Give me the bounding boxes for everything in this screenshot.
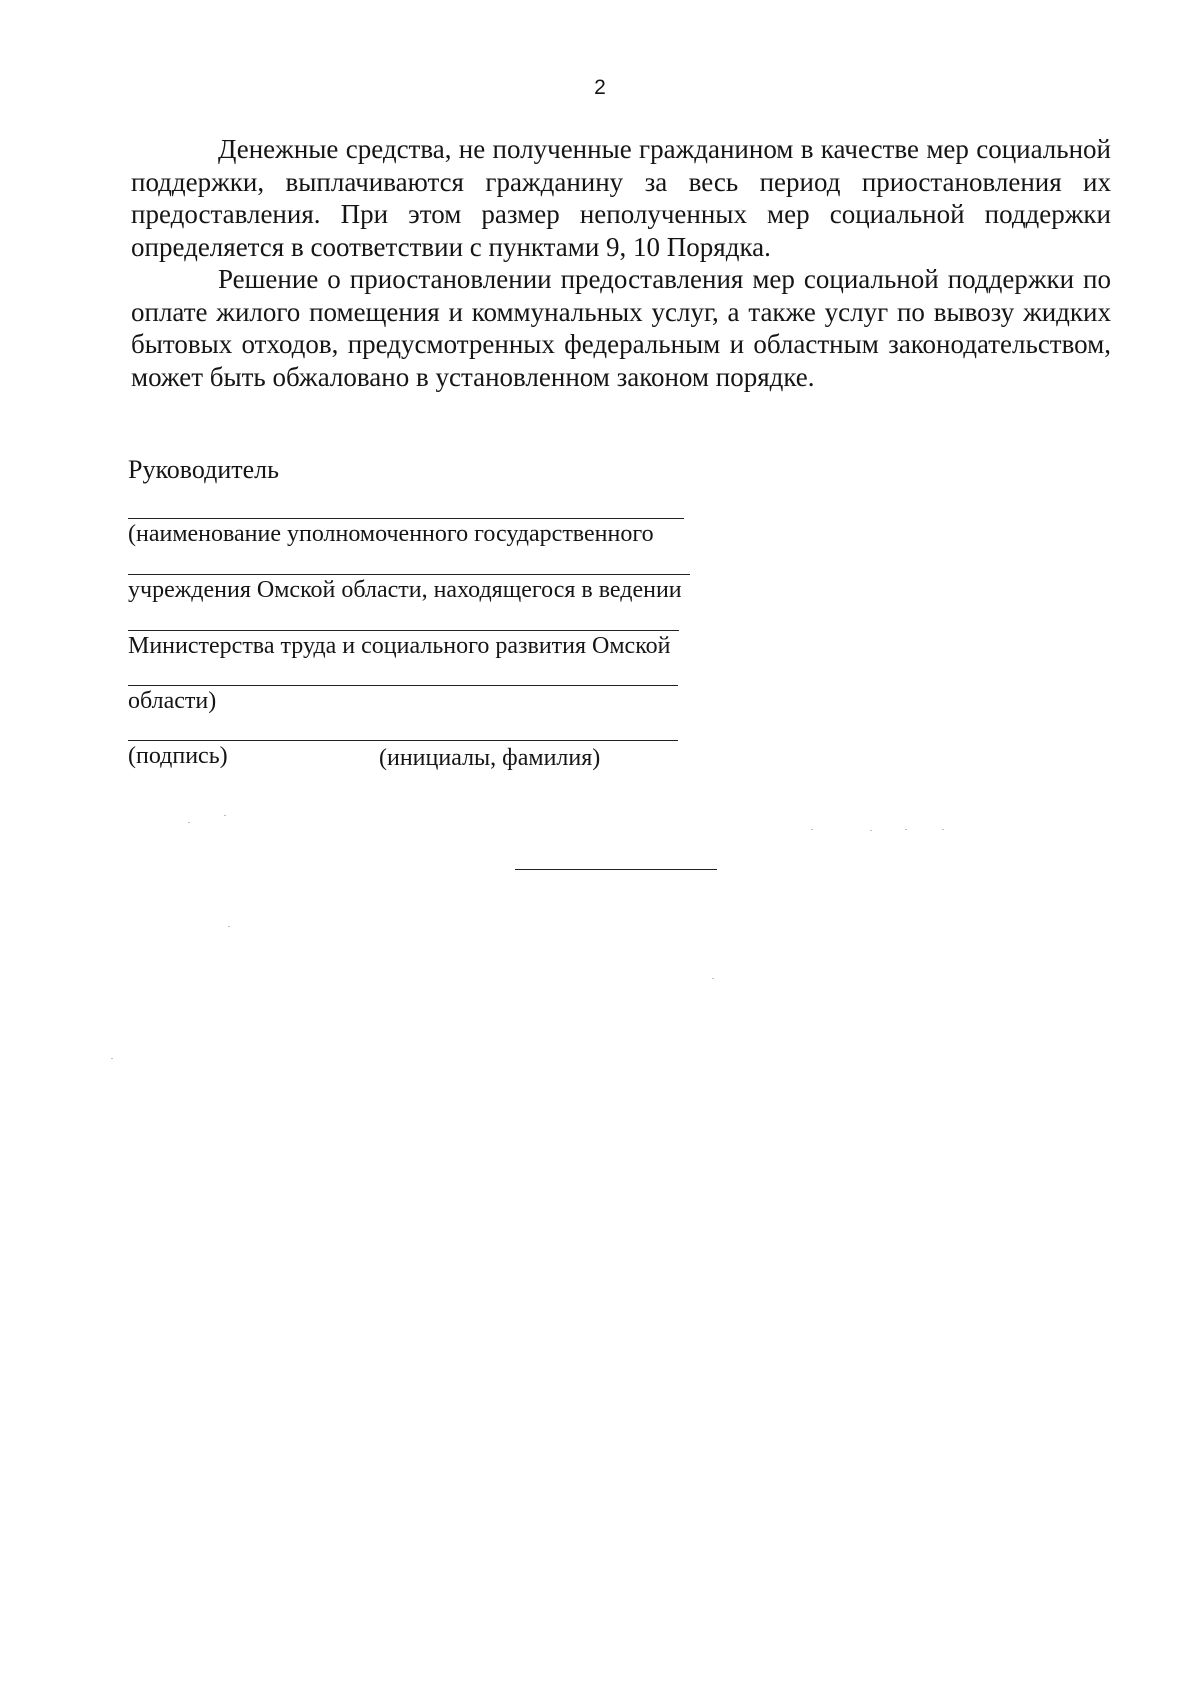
scan-speck [811,829,813,830]
signature-caption: Министерства труда и социального развития Омской [128,633,671,659]
scan-speck [111,1058,113,1059]
paragraph-payment: Денежные средства, не полученные гражданином в качестве мер социальной поддержки, выплачиваются гражданину за весь период приостановления их предоставления. При этом размер неполученных мер социальной поддержки определяется в соответствии с пунктами 9, 10 Порядка. [131,134,1111,262]
signature-caption: (наименование уполномоченного государственного [128,521,654,547]
signature-line [128,574,690,575]
scan-speck [712,978,714,979]
signature-caption: области) [128,688,217,714]
scan-speck [228,926,230,927]
signature-caption: учреждения Омской области, находящегося в ведении [128,577,682,603]
paragraph-appeal: Решение о приостановлении предоставления мер социальной поддержки по оплате жилого помещения и коммунальных услуг, а также услуг по вывозу жидких бытовых отходов, предусмотренных федеральным и областным законодательством, может быть обжаловано в установленном законом порядке. [131,264,1111,392]
end-of-document-rule [515,869,717,870]
signature-line [128,685,678,686]
name-label: (инициалы, фамилия) [379,745,601,771]
scan-speck [224,815,226,816]
scan-speck [942,829,944,830]
scan-speck [870,830,872,831]
page-number: 2 [594,76,606,99]
document-body [131,133,1111,393]
signature-block [128,455,728,771]
signature-label: (подпись) [128,743,228,769]
signature-line [128,740,678,741]
signature-title: Руководитель [128,455,279,484]
signature-line [128,518,684,519]
scan-speck [905,829,907,830]
signature-line [128,630,679,631]
scan-speck [188,822,190,823]
